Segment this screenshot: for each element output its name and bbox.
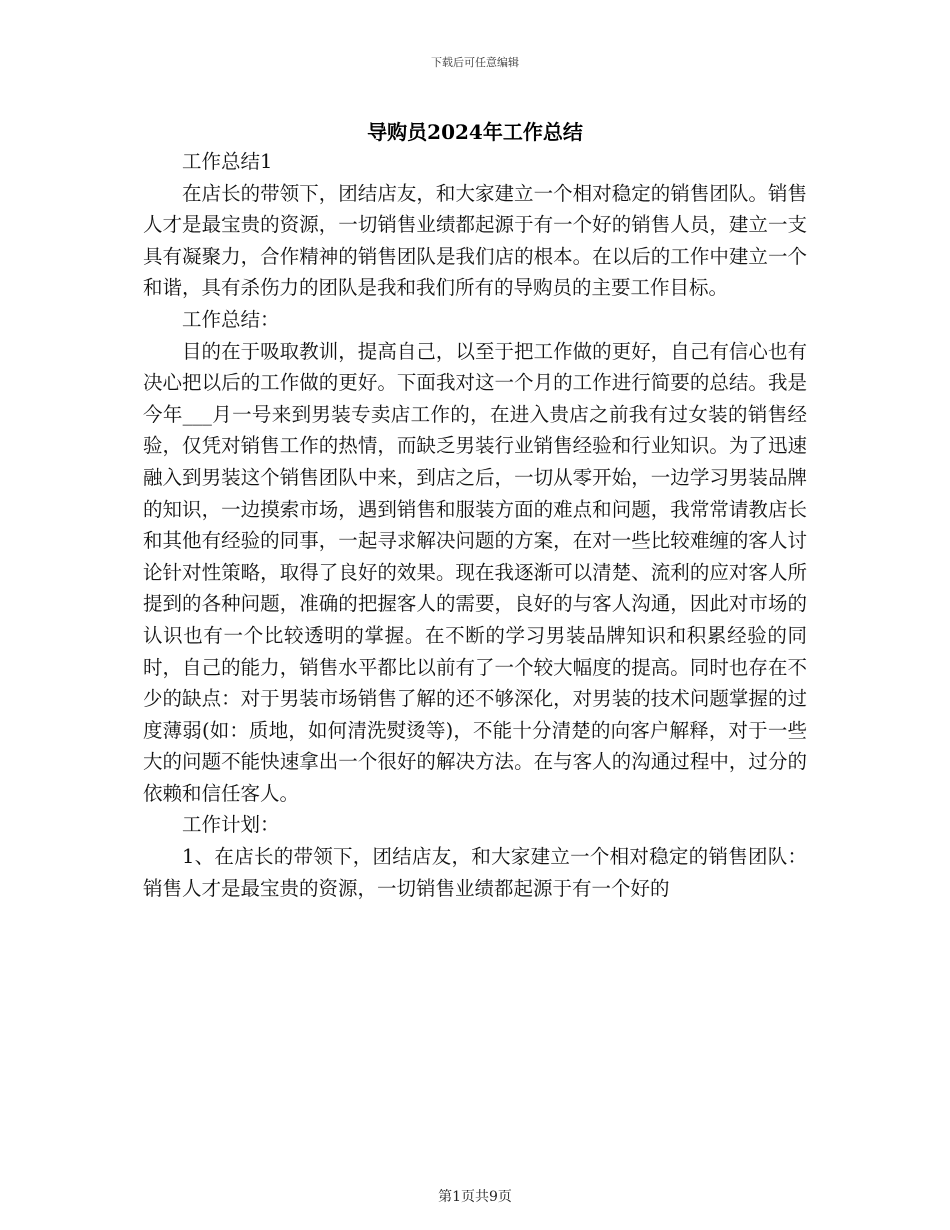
document-title: 导购员2024年工作总结 xyxy=(367,120,583,144)
section-heading-summary: 工作总结： xyxy=(182,307,280,331)
paragraph-team-building: 在店长的带领下，团结店友，和大家建立一个相对稳定的销售团队。销售人才是最宝贵的资源，一切销售业绩都起源于有一个好的销售人员，建立一支具有凝聚力，合作精神的销售团队是我们店的根本。在以后的工作中建立一个和谐，具有杀伤力的团队是我和我们所有的导购员的主要工作目标。 xyxy=(143,181,807,300)
paragraph-plan-item-1: 1、在店长的带领下，团结店友，和大家建立一个相对稳定的销售团队：销售人才是最宝贵的资源，一切销售业绩都起源于有一个好的 xyxy=(143,845,807,900)
page-number: 第1页共9页 xyxy=(438,1189,512,1205)
page-header-note: 下载后可任意编辑 xyxy=(431,56,519,69)
document-body xyxy=(143,146,807,904)
section-heading-summary-1: 工作总结1 xyxy=(182,150,273,173)
section-heading-work-plan: 工作计划： xyxy=(182,813,280,837)
paragraph-monthly-summary: 目的在于吸取教训，提高自己，以至于把工作做的更好，自己有信心也有决心把以后的工作做的更好。下面我对这一个月的工作进行简要的总结。我是今年___月一号来到男装专卖店工作的，在进入贵店之前我有过女装的销售经验，仅凭对销售工作的热情，而缺乏男装行业销售经验和行业知识。为了迅速融入到男装这个销售团队中来，到店之后，一切从零开始，一边学习男装品牌的知识，一边摸索市场，遇到销售和服装方面的难点和问题，我常常请教店长和其他有经验的同事，一起寻求解决问题的方案，在对一些比较难缠的客人讨论针对性策略，取得了良好的效果。现在我逐渐可以清楚、流利的应对客人所提到的各种问题，准确的把握客人的需要，良好的与客人沟通，因此对市场的认识也有一个比较透明的掌握。在不断的学习男装品牌知识和积累经验的同时，自己的能力，销售水平都比以前有了一个较大幅度的提高。同时也存在不少的缺点：对于男装市场销售了解的还不够深化，对男装的技术问题掌握的过度薄弱(如：质地，如何清洗熨烫等)，不能十分清楚的向客户解释，对于一些大的问题不能快速拿出一个很好的解决方法。在与客人的沟通过程中，过分的依赖和信任客人。 xyxy=(143,339,807,805)
